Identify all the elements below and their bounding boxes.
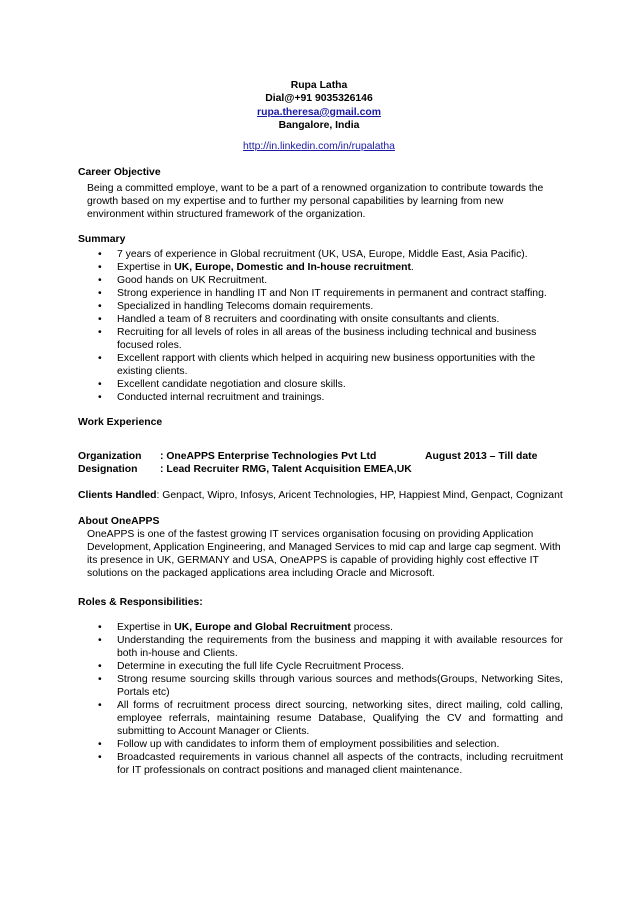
designation-row: [78, 463, 563, 476]
bullet-icon: •: [98, 392, 102, 403]
summary-item: [78, 248, 563, 261]
bullet-text-pre: Good hands on UK Recruitment.: [117, 275, 268, 286]
summary-item: [78, 313, 563, 326]
role-item: [78, 621, 563, 634]
bullet-icon: •: [98, 635, 102, 646]
summary-item: [78, 391, 563, 404]
bullet-icon: •: [98, 739, 102, 750]
bullet-icon: •: [98, 379, 102, 390]
career-objective-heading: Career Objective: [78, 167, 161, 178]
about-company-heading: About OneAPPS: [78, 516, 160, 527]
summary-item: [78, 261, 563, 274]
role-item: [78, 738, 563, 751]
role-item: [78, 660, 563, 673]
bullet-icon: •: [98, 674, 102, 685]
clients-handled: [78, 489, 563, 502]
bullet-text-pre: Broadcasted requirements in various channel all aspects of the contracts, including recruitment for IT professionals on contract positions and managed client maintenance.: [117, 752, 563, 776]
summary-list: [78, 248, 563, 404]
bullet-text-pre: Expertise in: [117, 262, 175, 273]
summary-item: [78, 274, 563, 287]
summary-item: [78, 352, 563, 378]
bullet-text-bold: UK, Europe, Domestic and In-house recruitment: [174, 262, 411, 273]
bullet-icon: •: [98, 249, 102, 260]
bullet-icon: •: [98, 301, 102, 312]
summary-item: [78, 378, 563, 391]
roles-list: [78, 621, 563, 777]
organization-row: [78, 450, 563, 463]
bullet-text-pre: Handled a team of 8 recruiters and coordinating with onsite consultants and clients.: [117, 314, 500, 325]
bullet-icon: •: [98, 661, 102, 672]
bullet-icon: •: [98, 353, 102, 364]
role-item: [78, 634, 563, 660]
bullet-text-pre: Conducted internal recruitment and trainings.: [117, 392, 325, 403]
role-item: [78, 699, 563, 738]
clients-label: Clients Handled: [78, 490, 157, 501]
bullet-icon: •: [98, 262, 102, 273]
role-item: [78, 751, 563, 777]
phone-number: Dial@+91 9035326146: [265, 93, 373, 105]
designation-value: : Lead Recruiter RMG, Talent Acquisition EMEA,UK: [160, 464, 412, 475]
summary-heading: Summary: [78, 234, 126, 245]
candidate-name: Rupa Latha: [290, 80, 348, 91]
bullet-text-pre: Excellent rapport with clients which helped in acquiring new business opportunities with the existing clients.: [117, 353, 536, 377]
bullet-text-pre: All forms of recruitment process direct sourcing, networking sites, direct mailing, cold calling, employee referrals, maintaining resume Database, Qualifying the CV and formatting and submitting to Account Manager or Clients.: [117, 700, 563, 737]
bullet-text-pre: Follow up with candidates to inform them of employment possibilities and selection.: [117, 739, 500, 750]
bullet-text-pre: Strong experience in handling IT and Non IT requirements in permanent and contract staffing.: [117, 288, 547, 299]
linkedin-link[interactable]: http://in.linkedin.com/in/rupalatha: [243, 141, 395, 153]
summary-item: [78, 287, 563, 300]
bullet-text-pre: Strong resume sourcing skills through various sources and methods(Groups, Networking Sites, Portals etc): [117, 674, 563, 698]
bullet-text-post: .: [410, 262, 414, 273]
summary-item: [78, 300, 563, 313]
location: Bangalore, India: [278, 119, 360, 131]
bullet-icon: •: [98, 275, 102, 286]
organization-value: : OneAPPS Enterprise Technologies Pvt Ltd: [160, 451, 377, 462]
designation-label: Designation: [78, 464, 138, 475]
bullet-icon: •: [98, 752, 102, 763]
bullet-text-bold: UK, Europe and Global Recruitment: [174, 622, 351, 633]
roles-heading: Roles & Responsibilities:: [78, 597, 203, 608]
employment-dates: August 2013 – Till date: [425, 451, 538, 462]
bullet-icon: •: [98, 622, 102, 633]
bullet-text-pre: Determine in executing the full life Cycle Recruitment Process.: [117, 661, 405, 672]
bullet-text-pre: Specialized in handling Telecoms domain requirements.: [117, 301, 374, 312]
bullet-icon: •: [98, 288, 102, 299]
resume-body: [78, 166, 563, 777]
clients-value: : Genpact, Wipro, Infosys, Aricent Technologies, HP, Happiest Mind, Genpact, Cognizant: [156, 490, 563, 501]
bullet-icon: •: [98, 327, 102, 338]
summary-item: [78, 326, 563, 352]
bullet-text-pre: Excellent candidate negotiation and closure skills.: [117, 379, 346, 390]
organization-label: Organization: [78, 451, 142, 462]
bullet-icon: •: [98, 700, 102, 711]
bullet-icon: •: [98, 314, 102, 325]
role-item: [78, 673, 563, 699]
bullet-text-pre: 7 years of experience in Global recruitment (UK, USA, Europe, Middle East, Asia Pacific).: [117, 249, 528, 260]
contact-header: [0, 79, 638, 153]
about-company-text: OneAPPS is one of the fastest growing IT services organisation focusing on providing Application Development, Application Engineering, and Managed Services to mid cap and large cap segment. With its presence in UK, GERMANY and USA, OneAPPS is capable of providing highly cost effective IT solutions on the packaged applications area including Oracle and Microsoft.: [87, 529, 561, 579]
bullet-text-pre: Expertise in: [117, 622, 175, 633]
career-objective-text: Being a committed employe, want to be a part of a renowned organization to contribute towards the growth based on my expertise and to further my personal capabilities by learning from new environment within structured framework of the organization.: [87, 183, 544, 220]
bullet-text-pre: Recruiting for all levels of roles in all areas of the business including technical and business focused roles.: [117, 327, 537, 351]
bullet-text-pre: Understanding the requirements from the business and mapping it with available resources for both in-house and Clients.: [117, 635, 563, 659]
work-experience-heading: Work Experience: [78, 417, 163, 428]
bullet-text-post: process.: [350, 622, 394, 633]
email-link[interactable]: rupa.theresa@gmail.com: [257, 106, 381, 118]
